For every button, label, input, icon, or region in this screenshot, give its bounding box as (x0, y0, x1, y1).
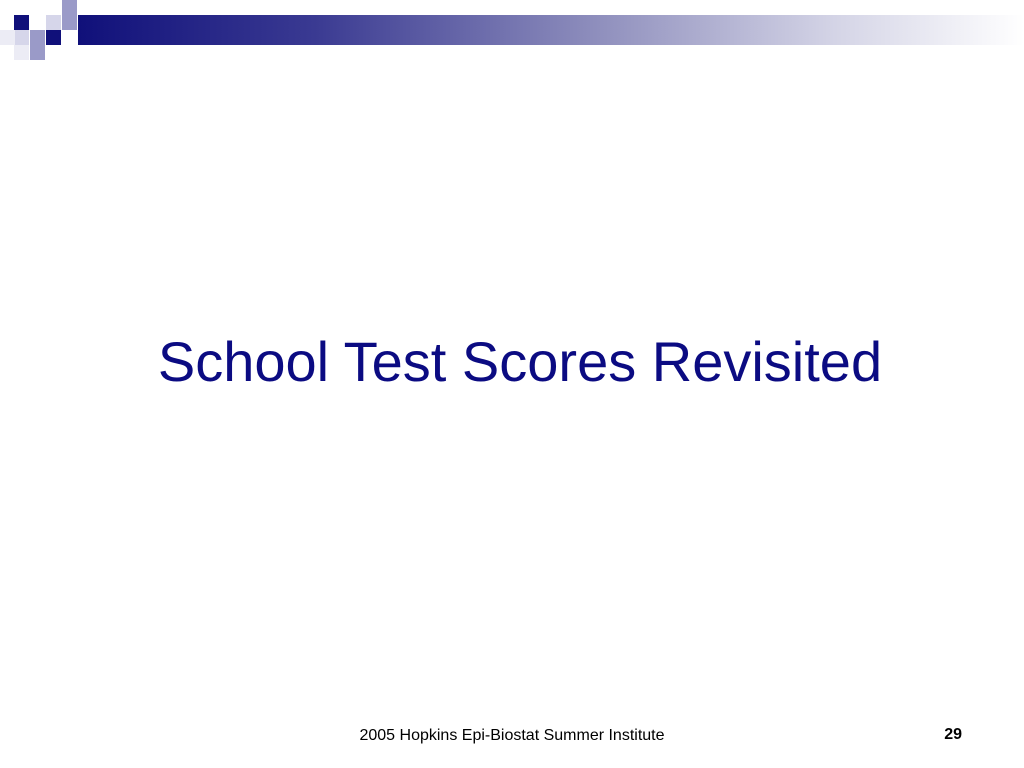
slide-title: School Test Scores Revisited (157, 330, 883, 393)
slide-number: 29 (944, 726, 962, 743)
header-gradient-bar (78, 15, 1024, 45)
footer-text: 2005 Hopkins Epi-Biostat Summer Institute (359, 727, 665, 744)
header-decoration (0, 0, 1024, 64)
